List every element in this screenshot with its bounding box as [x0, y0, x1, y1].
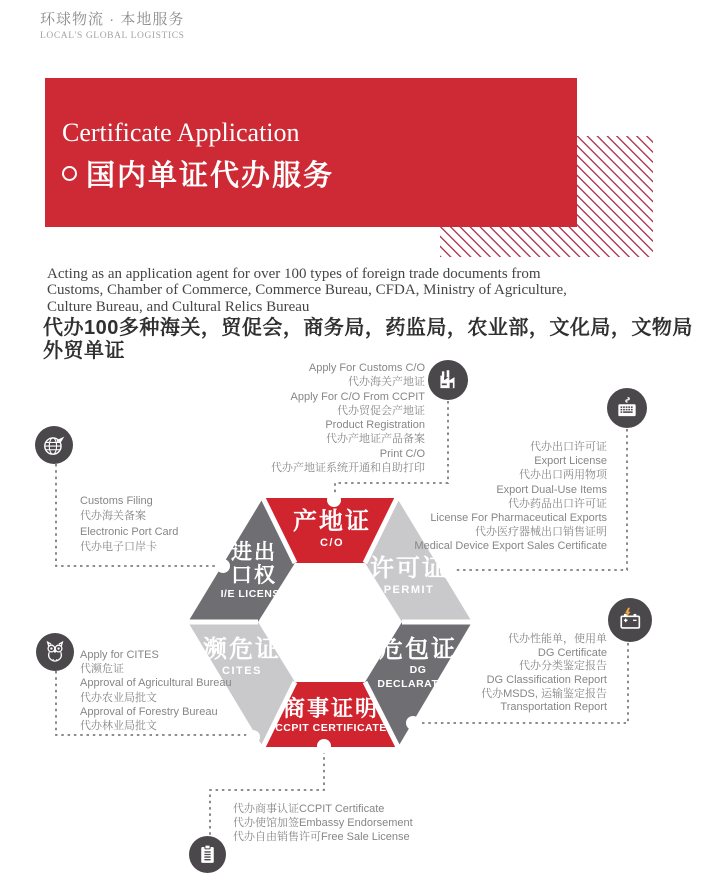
list-item: Product Registration	[325, 419, 425, 432]
segment-sub: CITES	[222, 665, 262, 677]
list-item: Medical Device Export Sales Certificate	[414, 540, 607, 553]
brand-name: 环球物流 · 本地服务	[40, 11, 185, 28]
list-item: Apply For C/O From CCPIT	[290, 390, 425, 403]
list-item: 代办出口两用物项	[519, 469, 607, 482]
segment-cn: 进出	[231, 541, 277, 564]
list-item: DG Certificate	[537, 646, 607, 659]
list-item: DG Classification Report	[486, 674, 607, 687]
segment-sub: C/O	[319, 537, 345, 549]
segment-cn: 商事证明	[282, 696, 379, 721]
list-item: License For Pharmaceutical Exports	[430, 511, 607, 524]
list-item: 代办出口许可证	[530, 441, 607, 453]
list-item: 代办产地证产品备案	[326, 433, 425, 446]
intro-line: Customs, Chamber of Commerce, Commerce Bureau, CFDA, Ministry of Agriculture,	[47, 282, 567, 299]
list-item: Print C/O	[379, 447, 425, 460]
customs-list	[80, 494, 178, 556]
clipboard-icon	[189, 836, 226, 873]
list-item: 代办贸促会产地证	[337, 404, 425, 417]
intro-cn-line: 外贸单证	[43, 340, 125, 362]
list-item: Customs Filing	[80, 495, 153, 507]
list-item: Apply For Customs C/O	[308, 362, 425, 374]
segment-sub: I/E LICENSE	[220, 588, 288, 600]
banner-title-en: Certificate Application	[62, 118, 300, 147]
globe-plane-icon	[35, 426, 73, 464]
list-item: Transportation Report	[500, 701, 607, 714]
list-item: 代办医疗器械出口销售证明	[475, 526, 607, 539]
list-item: Export Dual-Use Items	[496, 483, 607, 496]
list-item: 代办MSDS, 运输鉴定报告	[481, 687, 607, 700]
segment-label-ccpit	[255, 696, 407, 735]
intro-line: Acting as an application agent for over 100 types of foreign trade documents from	[47, 266, 541, 282]
intro-line: Culture Bureau, and Cultural Relics Bureau	[47, 298, 310, 315]
segment-cn: 许可证	[370, 555, 448, 582]
keyboard-icon	[607, 388, 647, 428]
list-item: 代办产地证系统开通和自助打印	[271, 462, 425, 475]
connector-dot	[406, 716, 420, 730]
list-item: Electronic Port Card	[80, 525, 179, 538]
segment-cn: 濒危证	[203, 636, 281, 663]
connector-dot	[317, 739, 331, 753]
brand-tagline: LOCAL'S GLOBAL LOGISTICS	[40, 31, 185, 41]
list-item: Approval of Forestry Bureau	[80, 705, 218, 718]
list-item: 代办自由销售许可Free Sale License	[233, 831, 410, 844]
list-item: 代办商事认证CCPIT Certificate	[233, 803, 385, 815]
segment-cn: 危包证	[379, 636, 457, 663]
list-item: 代办农业局批文	[80, 691, 157, 704]
list-item: 代办电子口岸卡	[80, 541, 157, 554]
export-list	[414, 440, 607, 554]
cites-list	[80, 648, 232, 733]
owl-icon	[36, 633, 74, 671]
list-item: 代办海关产地证	[348, 376, 425, 389]
segment-sub: PERMIT	[383, 584, 435, 596]
dg-list	[481, 633, 607, 715]
co-list	[271, 361, 425, 475]
list-item: 代办林业局批文	[80, 719, 157, 732]
segment-sub: DECLARATION	[377, 678, 459, 690]
list-item: Approval of Agricultural Bureau	[80, 677, 232, 690]
connector-dot	[327, 493, 341, 507]
intro-cn-line: 代办100多种海关，贸促会，商务局，药监局，农业部，文化局，文物局	[43, 317, 693, 339]
list-item: 代办药品出口许可证	[508, 497, 607, 510]
segment-sub: CCPIT CERTIFICATE	[275, 722, 387, 734]
segment-label-ie	[199, 541, 309, 601]
list-item: 代办分类鉴定报告	[519, 660, 607, 673]
list-item: 代濒危证	[80, 663, 124, 676]
segment-cn: 口权	[231, 564, 277, 587]
list-item: 代办使馆加签Embassy Endorsement	[233, 817, 413, 830]
battery-icon	[608, 598, 652, 642]
list-item: Apply for CITES	[80, 649, 159, 661]
segment-cn: 产地证	[293, 508, 371, 535]
segment-label-dg	[360, 636, 476, 691]
ccpit-list	[233, 802, 413, 845]
list-item: Export License	[534, 455, 607, 468]
list-item: 代办海关备案	[80, 510, 146, 523]
banner-title-cn: 国内单证代办服务	[86, 160, 335, 192]
segment-sub: DG	[409, 664, 427, 676]
segment-label-permit	[350, 555, 468, 596]
list-item: 代办性能单，使用单	[508, 633, 607, 645]
factory-icon	[428, 360, 468, 400]
